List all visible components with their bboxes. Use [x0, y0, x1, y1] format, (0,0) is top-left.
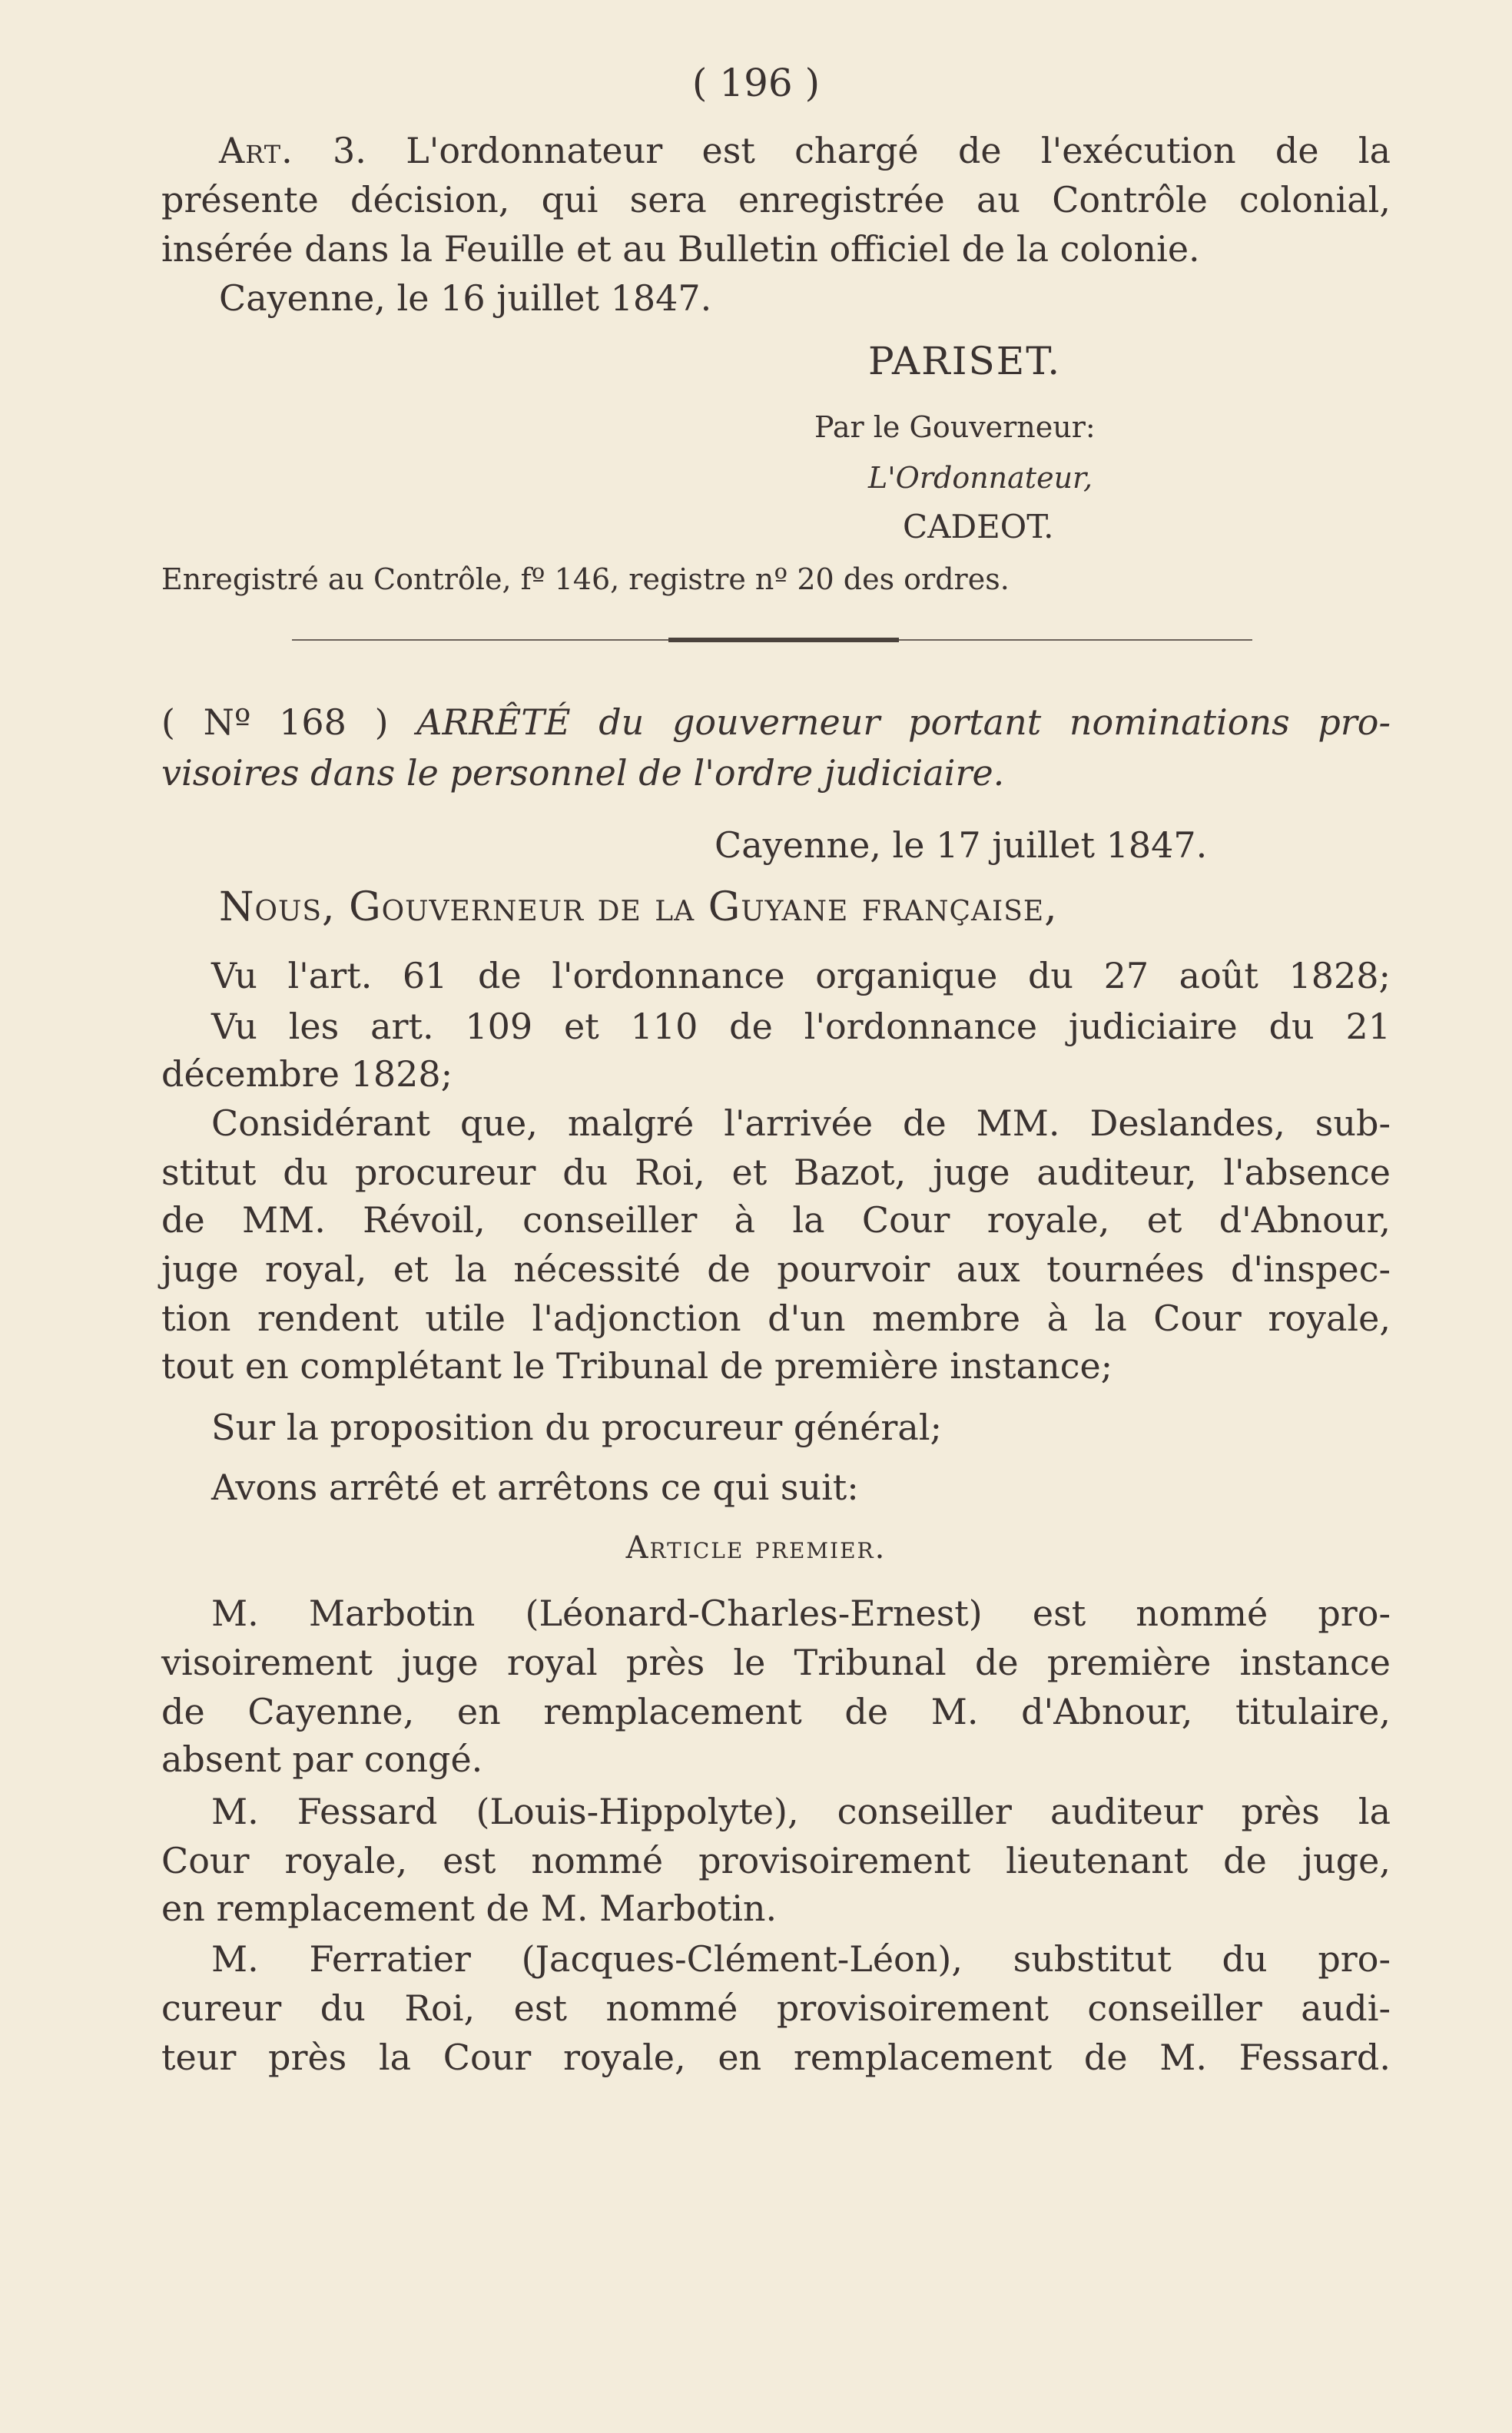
arrete-title-line1: [161, 701, 1391, 744]
article-line-9: teur près la Cour royale, en remplacement de M. Fessard.: [161, 2037, 1391, 2078]
article-line-1: visoirement juge royal près le Tribunal de première instance: [161, 1642, 1391, 1683]
art3-date: Cayenne, le 16 juillet 1847.: [219, 277, 712, 319]
art3-line3: insérée dans la Feuille et au Bulletin officiel de la colonie.: [161, 228, 1200, 270]
arrete-line-2: décembre 1828;: [161, 1053, 453, 1095]
arrete-number: ( Nº 168 ): [161, 701, 389, 743]
arrete-line-6: juge royal, et la nécessité de pourvoir aux tournées d'inspec-: [161, 1248, 1391, 1290]
arrete-line-0: Vu l'art. 61 de l'ordonnance organique du 27 août 1828;: [211, 955, 1391, 996]
registration-note: Enregistré au Contrôle, fº 146, registre nº 20 des ordres.: [161, 562, 1010, 596]
arrete-line-7: tion rendent utile l'adjonction d'un membre à la Cour royale,: [161, 1298, 1391, 1339]
arrete-line-9: Sur la proposition du procureur général;: [211, 1407, 943, 1448]
signature-name: PARISET.: [868, 339, 1062, 383]
arrete-line-10: Avons arrêté et arrêtons ce qui suit:: [211, 1467, 859, 1508]
art3-line2: présente décision, qui sera enregistrée au Contrôle colonial,: [161, 179, 1391, 220]
signature-role: L'Ordonnateur,: [868, 461, 1093, 495]
separator-rule-accent: [668, 638, 899, 642]
art3-line1: [161, 129, 1391, 172]
article-line-7: M. Ferratier (Jacques-Clément-Léon), substitut du pro-: [211, 1938, 1391, 1980]
arrete-line-5: de MM. Révoil, conseiller à la Cour royale, et d'Abnour,: [161, 1199, 1391, 1241]
article-line-2: de Cayenne, en remplacement de M. d'Abnour, titulaire,: [161, 1691, 1391, 1732]
article-line-8: cureur du Roi, est nommé provisoirement conseiller audi-: [161, 1987, 1391, 2029]
article-line-6: en remplacement de M. Marbotin.: [161, 1888, 778, 1929]
arrete-heading: Nous, Gouverneur de la Guyane française,: [219, 884, 1058, 930]
article-line-3: absent par congé.: [161, 1739, 483, 1780]
art3-line1-text: 3. L'ordonnateur est chargé de l'exécution de la: [333, 130, 1391, 171]
article-line-4: M. Fessard (Louis-Hippolyte), conseiller auditeur près la: [211, 1791, 1391, 1832]
signature-by: Par le Gouverneur:: [814, 410, 1096, 444]
arrete-title-line2: visoires dans le personnel de l'ordre judiciaire.: [161, 752, 1005, 794]
article-heading: Article premier.: [625, 1530, 887, 1566]
arrete-title-1: ARRÊTÉ du gouverneur portant nominations pro-: [416, 701, 1391, 743]
signature-role-name: CADEOT.: [903, 508, 1054, 545]
arrete-line-4: stitut du procureur du Roi, et Bazot, juge auditeur, l'absence: [161, 1152, 1391, 1193]
art3-label: Art.: [219, 130, 293, 171]
arrete-line-1: Vu les art. 109 et 110 de l'ordonnance judiciaire du 21: [211, 1006, 1391, 1047]
arrete-line-3: Considérant que, malgré l'arrivée de MM. Deslandes, sub-: [211, 1102, 1391, 1144]
arrete-line-8: tout en complétant le Tribunal de première instance;: [161, 1345, 1113, 1387]
article-line-5: Cour royale, est nommé provisoirement lieutenant de juge,: [161, 1840, 1391, 1881]
article-line-0: M. Marbotin (Léonard-Charles-Ernest) est nommé pro-: [211, 1593, 1391, 1634]
arrete-date: Cayenne, le 17 juillet 1847.: [715, 824, 1208, 866]
page-number: ( 196 ): [691, 61, 821, 105]
